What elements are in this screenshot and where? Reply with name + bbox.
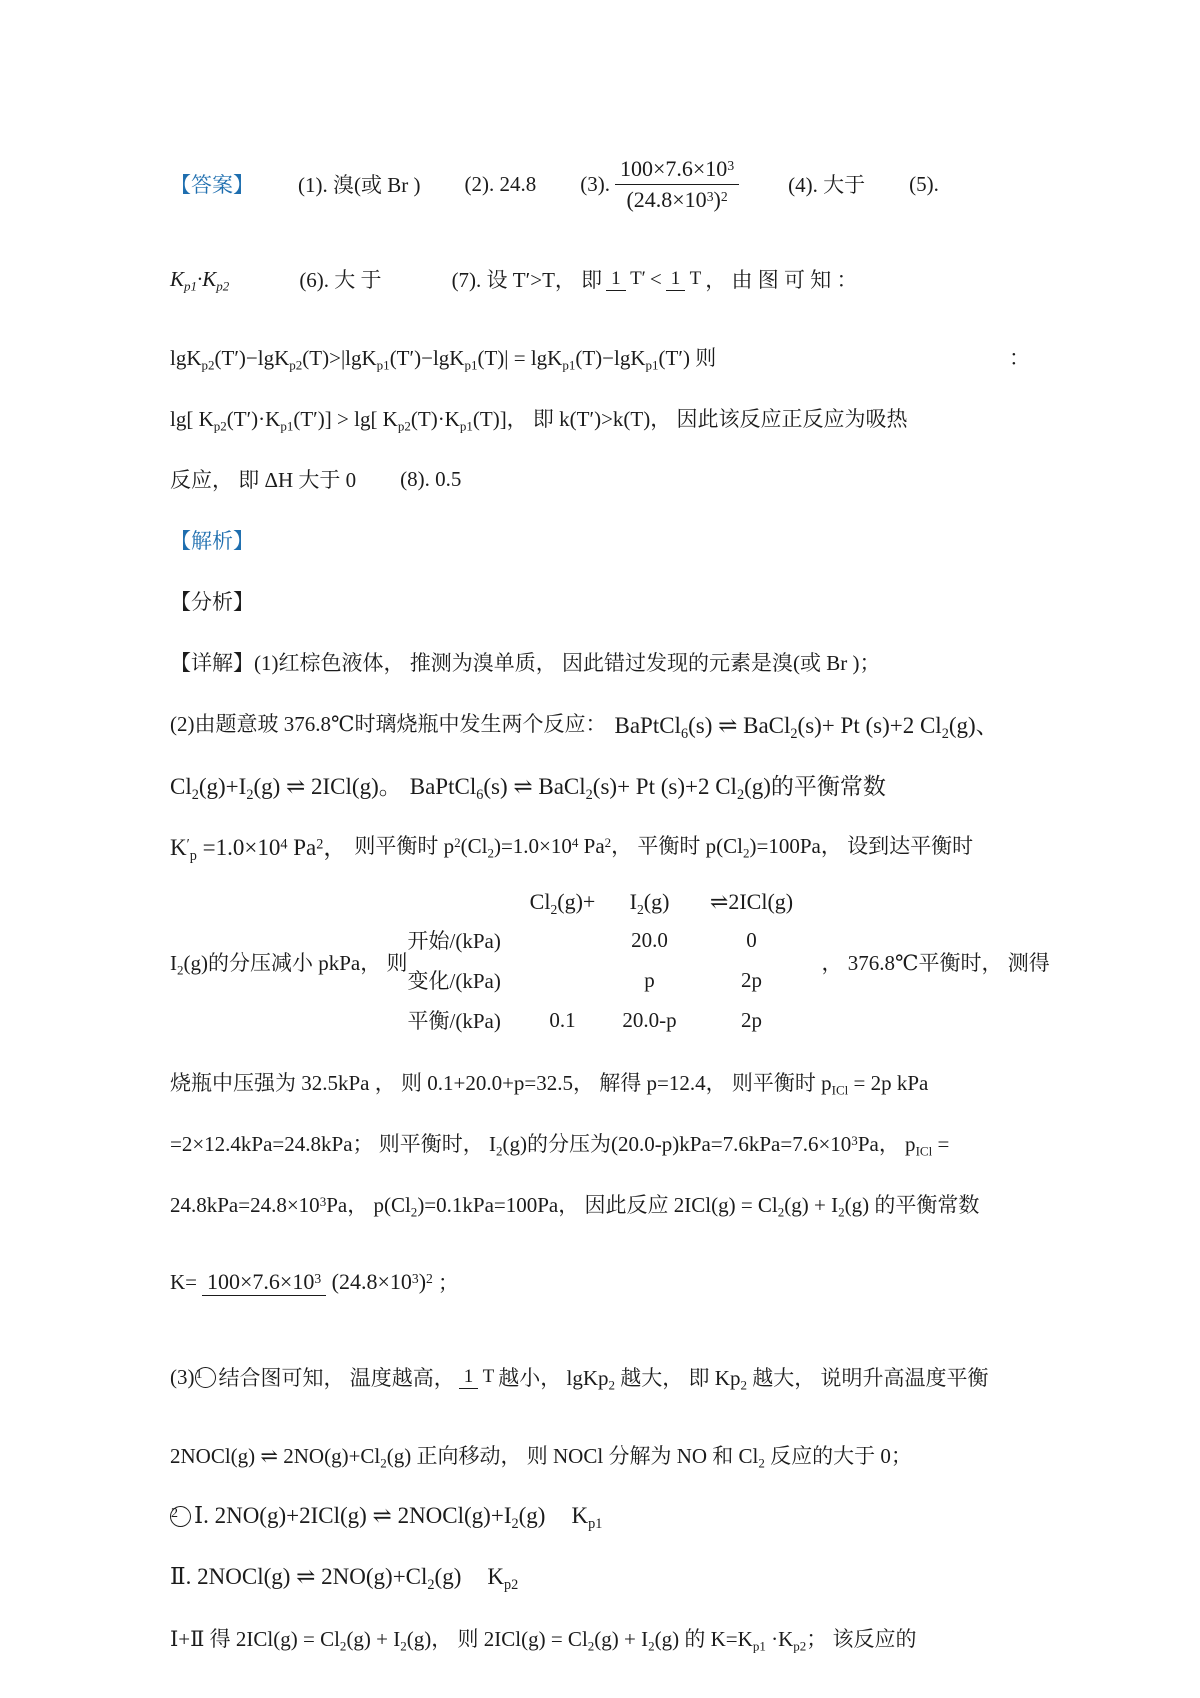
lg-product-inequality: lg[ $K_{p2}(T')\cdot K_{p1}(T')] > \lg$[ $K_{p2}(T)\cdot K_{p1}(T)$]， 即 k(T′)>k(T)， 因此该反应正反应为吸热 [170,407,908,434]
ice-start-c3: 0 [746,927,757,952]
fraction-numerator: $100\times 7.6\times 10^3$ [615,155,739,185]
ice-table-block [170,887,1050,1037]
answer-line-4 [170,399,1030,437]
fraction-denominator: T′ [630,268,646,290]
detail-2-intro: (2)由题意玻 376.8℃时璃烧瓶中发生两个反应： [170,712,607,736]
ice-eq-c3: 2p [741,1007,763,1032]
answer-line-1 [170,148,1030,220]
fraction-denominator: $(24.8\times 10^3)^2$ [331,1269,433,1295]
answer-item-4: (4). 大于 [788,173,866,197]
one-over-t-prime-fraction [606,268,646,290]
detail-line-7 [170,1185,1030,1223]
answer-item-8: (8). 0.5 [400,466,462,491]
pcl2-value-equation: $24.8kPa=24.8\times 10^3Pa$， $p(Cl_2)=0.1kPa=100Pa$， 因此反应 $2ICl(g) = Cl_2(g) + I_2(g)$ 的平衡常数 [170,1193,980,1220]
ice-header-cl2: $Cl_2(g)+$ [529,889,596,917]
answer-item-3 [580,155,744,213]
fraction-denominator: T [482,1366,495,1388]
nocl-decomposition: 2NOCl(g) ⇌ $2NO(g)+Cl_2(g)$ 正向移动， 则 NOCl 分解为 NO 和 $Cl_2$ 反应的大于 0； [170,1444,912,1471]
detail-line-5 [170,1063,1030,1101]
answer-item-5: (5). [909,171,939,196]
kp-prime-value: $K'_p =1.0\times 10^4$ Pa$^2$， [170,834,347,864]
ice-change-c3: 2p [741,967,763,992]
ice-left-text: $I_2(g)$的分压减小 pkPa， 则 [170,951,408,978]
circled-two: 2 [170,1506,191,1527]
k-equals: K= [170,1269,198,1294]
fraction-numerator: $100\times 7.6\times 10^3$ [202,1269,326,1296]
fraction-numerator: 1 [606,268,626,291]
answer-line-2-tail: ， 由 图 可 知 ： [705,268,858,292]
fraction-denominator: $(24.8\times 10^3)^2$ [626,186,728,212]
answer-label: 【答案】 [170,173,254,197]
kp-prime-explanation: 则平衡时 $p^2(Cl_2)=1.0\times 10^4$ Pa$^2$， 平衡时 $p(Cl_2)=100Pa$， 设到达平衡时 [354,834,974,861]
pressure-sum-equation: 烧瓶中压强为 32.5kPa ， 则 0.1+20.0+p=32.5， 解得 p=12.4， 则平衡时 $p_{ICl} = 2p$ kPa [170,1071,929,1098]
ice-header-icl: ⇌2ICl(g) [709,889,794,914]
fenxi-section-label [170,582,1030,620]
answer-line-2 [170,243,1030,315]
temperature-observation: 结合图可知， 温度越高， [218,1366,455,1390]
part-3-number: (3) [170,1364,195,1389]
detail-line-13 [170,1619,1030,1657]
baptcl6-equation: BaPtCl$_6$(s) ⇌ BaCl$_2$(s)+ Pt (s)+2 $Cl_2(g)$、 [614,712,999,742]
ice-right-text: ， 376.8℃平衡时， 测得 [821,951,1050,975]
xiangjie-label: 【详解】 [170,651,254,675]
ice-row-equilibrium-label: 平衡/(kPa) [407,1009,501,1033]
detail-line-4 [170,826,1030,864]
answer-3-fraction [615,155,739,213]
one-over-t-fraction [666,268,702,290]
ice-change-c2: p [644,967,655,992]
lgkp-inequality: lgK$_{p2}$(T′)−lgK$_{p2}$(T)>|lgK$_{p1}$(T′)−lgK$_{p1}$(T)| = lgK$_{p1}$(T)−lgK$_{p1}$(T′) 则 [170,346,717,373]
answer-item-3-number: (3). [580,171,610,196]
detail-line-12 [170,1558,1030,1596]
detail-1-text: (1)红棕色液体， 推测为溴单质， 因此错过发现的元素是溴(或 Br )； [254,651,881,675]
answer-item-2: (2). 24.8 [464,171,537,196]
cl2-i2-icl-equation: $Cl_2(g)+I_2(g)$ ⇌ 2ICl(g)。 [170,773,402,803]
kp2-symbol: $K_{p2}$ [487,1564,519,1593]
picl-value-equation: =2×12.4kPa=24.8kPa； 则平衡时， $I_2(g)$的分压为$(20.0-p)kPa=7.6kPa=7.6\times 10^3Pa$， $p_{ICl}$ = [170,1132,950,1159]
ice-row-start-label: 开始/(kPa) [407,929,501,953]
ice-table [408,889,800,1035]
k-fraction [202,1268,433,1296]
answer-item-7: (7). 设 T′>T， 即 [451,268,603,292]
detail-line-10 [170,1436,1030,1474]
fraction-numerator: 1 [459,1366,479,1389]
detail-line-2 [170,704,1030,742]
ice-row-change-label: 变化/(kPa) [407,969,501,993]
delta-h-conclusion: 反应， 即 ΔH 大于 0 [170,468,357,492]
fraction-numerator: 1 [666,268,686,291]
detail-line-1 [170,643,1030,681]
ice-header-i2: $I_2(g)$ [629,889,670,917]
reaction-two-equation: Ⅱ. 2NOCl(g) ⇌ $2NO(g)+Cl_2(g)$ [170,1564,462,1593]
trailing-colon: ： [1009,346,1030,370]
reaction-one-equation: Ⅰ. 2NO(g)+2ICl(g) ⇌ $2NOCl(g)+I_2(g)$ [194,1503,546,1532]
one-over-t-fraction [459,1366,495,1388]
detail-line-3 [170,765,1030,803]
kp1-kp2-expression: $K_{p1}\cdot K_{p2}$ [170,266,230,294]
less-than-sign: < [649,266,662,291]
answer-item-6: (6). 大 于 [299,268,382,292]
answer-item-1: (1). 溴(或 Br ) [298,173,421,197]
kp1-symbol: $K_{p1}$ [571,1503,603,1532]
semicolon: ； [437,1271,459,1295]
ice-eq-c2: 20.0-p [622,1007,677,1032]
ice-eq-c1: 0.1 [549,1007,576,1032]
circled-one: 1 [195,1367,216,1388]
ice-start-c2: 20.0 [631,927,668,952]
detail-line-8 [170,1246,1030,1318]
baptcl6-equation-2: BaPtCl$_6$(s) ⇌ BaCl$_2$(s)+ Pt (s)+2 $Cl_2(g)$的平衡常数 [409,773,886,803]
fraction-denominator: T [689,268,702,290]
fenxi-label: 【分析】 [170,590,254,614]
combined-reaction-conclusion: Ⅰ+Ⅱ 得 $2ICl(g) = Cl_2(g) + I_2(g)$， 则 $2ICl(g) = Cl_2(g) + I_2(g)$ 的 $K=K_{p1} \cdot K_{p2}$； 该反应的 [170,1627,917,1654]
jiexi-section-label [170,521,1030,559]
answer-line-3 [170,338,1030,376]
kp2-conclusion: 越小， lgKp$_2$ 越大， 即 $Kp_2$ 越大， 说明升高温度平衡 [498,1366,989,1393]
detail-line-9 [170,1341,1030,1413]
jiexi-label: 【解析】 [170,529,254,553]
detail-line-11 [170,1497,1030,1535]
detail-line-6 [170,1124,1030,1162]
answer-line-5 [170,460,1030,498]
